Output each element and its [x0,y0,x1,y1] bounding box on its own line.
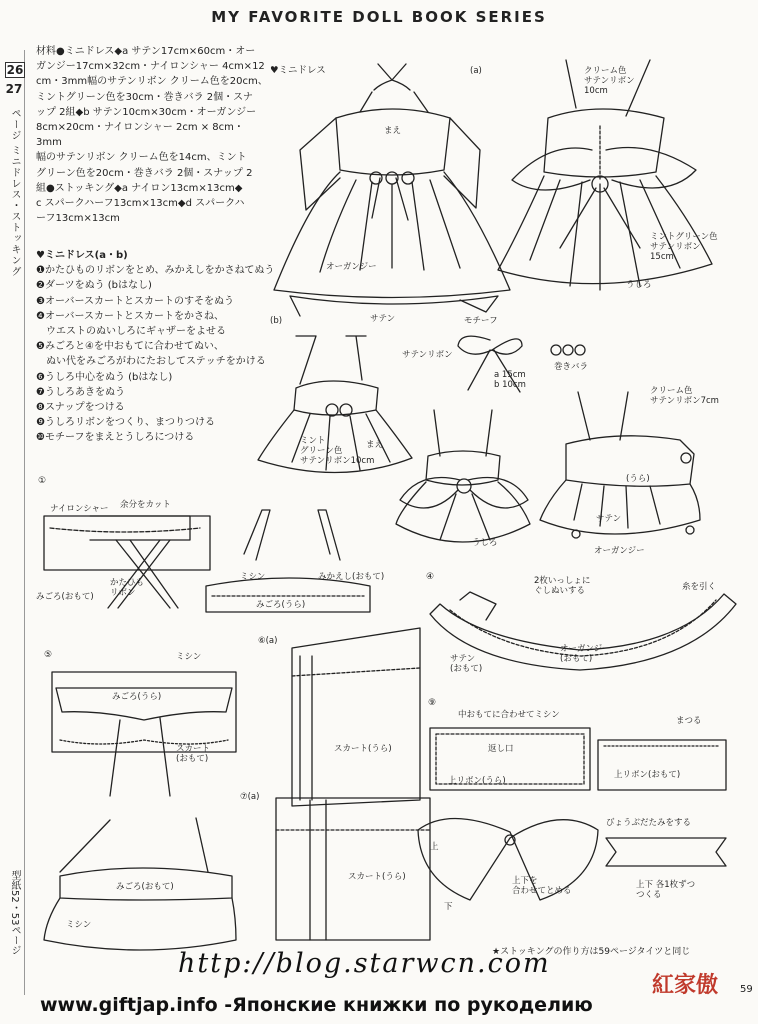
step-4-number: ④ [426,572,435,582]
step-item: ❿モチーフをまえとうしろにつける [36,432,195,444]
machine-stitch-5-label: ミシン [176,652,202,662]
materials-line: ーフ13cm×13cm [36,213,120,225]
dress-a-front-drawing [274,64,510,316]
step-6a-label: ⑥(a) [258,636,278,646]
satin-ribbon-label: サテンリボン [402,350,453,360]
upper-label: 上 [430,842,439,852]
step-item: ウエストのぬいしろにギャザーをよせる [36,326,226,338]
step-item: ❶かたひものリボンをとめ、みかえしをかさねてぬう [36,265,275,277]
giftjap-watermark: www.giftjap.info -Японские книжки по рукоделию [40,994,593,1016]
materials-line: cm・3mm幅のサテンリボン クリーム色を20cm、 [36,76,268,88]
machine-stitch-5b-label: ミシン [66,920,92,930]
pull-thread-label: 糸を引く [682,582,717,592]
step-item: ❸オーバースカートとスカートのすそをぬう [36,295,234,307]
variant-a-label: (a) [470,66,482,76]
turning-opening-label: 返し口 [488,744,514,754]
motif-label: モチーフ [464,316,498,326]
step-5-number: ⑤ [44,650,53,660]
mint-ribbon-b-label: ミント グリーン色 サテンリボン10cm [300,436,375,466]
bodice-front-5-label: みごろ(おもて) [116,882,174,892]
organdy-b-label: オーガンジー [594,546,645,556]
machine-stitch-label: ミシン [240,572,266,582]
skirt-reverse-label: スカート(うら) [334,744,392,754]
cream-ribbon-7-label: クリーム色 サテンリボン7cm [650,386,719,406]
step-7a-label: ⑦(a) [240,792,260,802]
tab-page-number-b: 27 [5,82,23,96]
cut-excess-label: 余分をカット [120,500,171,510]
reverse-label: (うら) [626,474,650,484]
back-label: うしろ [626,280,652,290]
skirt-front-label: スカート (おもて) [176,744,211,764]
tab-vertical-title: ページ ミニドレス・ストッキング [9,108,20,278]
dress-b-back-drawing [396,410,530,542]
step-1-result-drawing [206,510,370,612]
mint-ribbon-label: ミントグリーン色 サテンリボン 15cm [650,232,718,262]
chinese-watermark: 紅家傲 [652,973,719,998]
upper-ribbon-reverse-label: 上リボン(うら) [448,776,506,786]
bodice-reverse-5-label: みごろ(うら) [112,692,162,702]
materials-line: 幅のサテンリボン クリーム色を14cm、ミント [36,152,247,164]
nylon-label: ナイロンシャー [50,504,109,514]
materials-line: c スパークハーフ13cm×13cm◆d スパークハ [36,198,245,210]
ribbon-length-label: a 15cm b 10cm [494,370,526,390]
satin-front-label: サテン (おもて) [450,654,483,674]
materials-line: ップ 2組◆b サテン10cm×30cm・オーガンジー [36,106,257,118]
variant-b-label: (b) [270,316,283,326]
step-5-drawing [52,672,236,796]
bodice-front-label: みごろ(おもて) [36,592,94,602]
step-item: ぬい代をみごろがわにたおしてステッチをかける [36,356,266,368]
materials-line: 8cm×20cm・ナイロンシャー 2cm × 8cm・3mm [36,122,244,149]
step-1-number: ① [38,476,47,486]
step-6a-drawing [292,628,420,806]
tab-vertical-pattern-ref: 型紙52・53ページ [9,870,20,956]
skirt-reverse-7-label: スカート(うら) [348,872,406,882]
organdy-label: オーガンジー [326,262,377,272]
front-label: まえ [384,126,402,136]
sew-right-sides-label: 中おもてに合わせてミシン [458,710,560,720]
lower-label: 下 [444,902,453,912]
make-each-label: 上下 各1枚ずつ つくる [636,880,696,900]
materials-line: 組●ストッキング◆a ナイロン13cm×13cm◆ [36,182,243,194]
tab-page-number-a: 26 [6,63,24,77]
organdy-front-label: オーガンジー (おもて) [560,644,611,664]
step-9-number: ⑨ [428,698,437,708]
join-label: 上下を 合わせてとめる [512,876,572,896]
cream-ribbon-label: クリーム色 サテンリボン 10cm [584,66,635,96]
satin-label: サテン [370,314,396,324]
blog-watermark: http://blog.starwcn.com [178,948,551,979]
materials-line: ミントグリーン色を30cm・巻きバラ 2個・スナ [36,91,253,103]
step-item: ❷ダーツをぬう (bはなし) [36,280,152,292]
step-item: ❽スナップをつける [36,402,125,414]
step-item: ❻うしろ中心をぬう (bはなし) [36,371,173,383]
step-item: ❼うしろあきをぬう [36,386,125,398]
steps-title: ♥ミニドレス(a・b) [36,250,128,261]
step-9-drawing [418,728,726,900]
accordion-fold-label: びょうぶだたみをする [606,818,692,828]
upper-ribbon-front-label: 上リボン(おもて) [614,770,681,780]
gather-stitch-label: 2枚いっしょに ぐしぬいする [534,576,591,596]
page-number: 59 [740,984,753,995]
step-item: ❺みごろと④を中おもてに合わせてぬい、 [36,341,224,353]
materials-line: 材料●ミニドレス◆a サテン17cm×60cm・オー [36,46,256,57]
stocking-note: ★ストッキングの作り方は59ページタイツと同じ [492,947,691,957]
strap-ribbon-label: かたひも リボン [110,578,145,598]
materials-line: ガンジー17cm×32cm・ナイロンシャー 4cm×12 [36,61,265,73]
front-b-label: まえ [366,440,384,450]
slipstitch-label: まつる [676,716,702,726]
satin-b-label: サテン [596,514,622,524]
step-item: ❹オーバースカートとスカートをかさね、 [36,310,224,322]
facing-label: みかえし(おもて) [318,572,385,582]
materials-line: グリーン色を20cm・巻きバラ 2個・スナップ 2 [36,167,253,179]
dress-heading: ♥ミニドレス [270,65,326,76]
bodice-reverse-label: みごろ(うら) [256,600,306,610]
step-item: ❾うしろリボンをつくり、まつりつける [36,417,215,429]
back-b-label: うしろ [472,538,498,548]
rolled-rose-label: 巻きバラ [554,362,589,372]
page-header: MY FAVORITE DOLL BOOK SERIES [211,8,547,26]
step-7a-drawing [276,798,430,940]
